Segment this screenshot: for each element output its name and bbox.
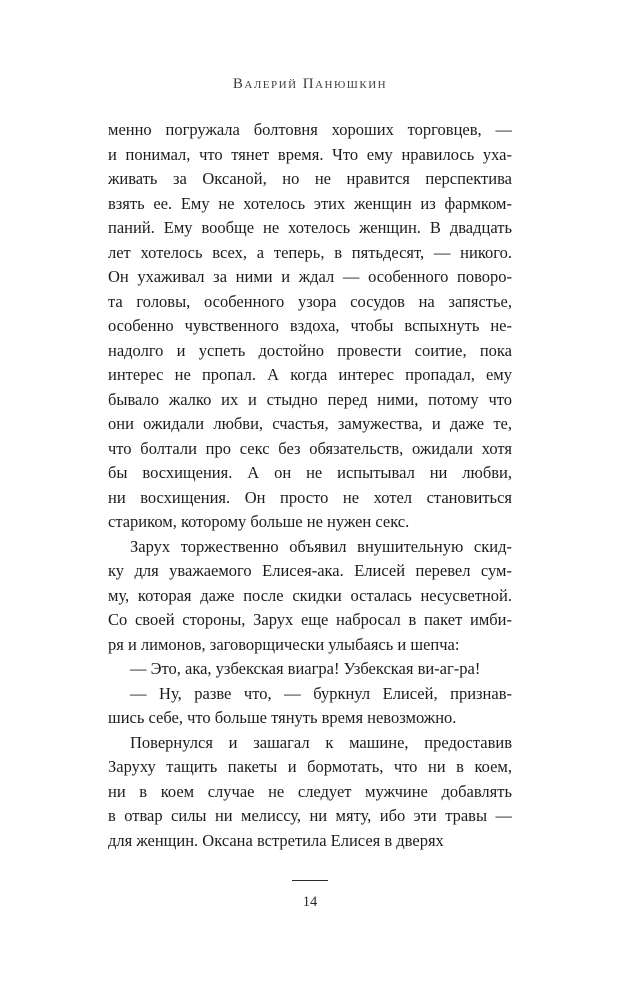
body-text-block	[108, 118, 512, 853]
text-line: для женщин. Оксана встретила Елисея в дверях	[108, 830, 444, 850]
text-line: взять ее. Ему не хотелось этих женщин из фармком-	[108, 193, 512, 213]
text-line: Заруху тащить пакеты и бормотать, что ни в коем,	[108, 757, 512, 776]
text-line: му, которая даже после скидки осталась несусветной.	[108, 585, 512, 605]
text-line: Он ухаживал за ними и ждал — особенного поворо-	[108, 267, 512, 286]
text-line: ря и лимонов, заговорщически улыбаясь и шепча:	[108, 634, 460, 654]
text-line: стариком, которому больше не нужен секс.	[108, 512, 410, 531]
text-line: шись себе, что больше тянуть время невозможно.	[108, 708, 457, 727]
text-line: особенно чувственного вздоха, чтобы вспыхнуть не-	[108, 316, 512, 335]
text-line: и понимал, что тянет время. Что ему нравилось уха-	[108, 144, 512, 164]
text-line: ни восхищения. Он просто не хотел становиться	[108, 487, 512, 507]
text-line: паний. Ему вообще не хотелось женщин. В двадцать	[108, 218, 512, 237]
text-line: ку для уважаемого Елисея-ака. Елисей перевел сум-	[108, 561, 512, 580]
text-line: Зарух торжественно объявил внушительную скид-	[130, 536, 512, 556]
page-number: 14	[302, 894, 318, 910]
text-line: в отвар силы ни мелиссу, ни мяту, ибо эти травы —	[108, 806, 512, 825]
text-line: менно погружала болтовня хороших торговцев, —	[108, 120, 512, 139]
text-line: живать за Оксаной, но не нравится перспектива	[108, 169, 512, 188]
running-header-author: Валерий Панюшкин	[232, 76, 388, 92]
footer-divider	[292, 880, 328, 881]
text-line: — Это, ака, узбекская виагра! Узбекская ви-аг-ра!	[130, 659, 481, 678]
text-line: — Ну, разве что, — буркнул Елисей, признав-	[130, 683, 512, 703]
text-line: ни в коем случае не следует мужчине добавлять	[108, 781, 512, 801]
text-line: Со своей стороны, Зарух еще набросал в пакет имби-	[108, 610, 512, 629]
text-line: бывало жалко их и стыдно перед ними, потому что	[108, 389, 512, 409]
text-line: лет хотелось всех, а теперь, в пятьдесят, — никого.	[108, 242, 512, 262]
text-line: они ожидали любви, счастья, замужества, и даже те,	[108, 414, 512, 433]
text-line: надолго и успеть достойно провести соитие, пока	[108, 340, 512, 360]
text-line: бы восхищения. А он не испытывал ни любви,	[108, 463, 512, 482]
text-line: интерес не пропал. А когда интерес пропадал, ему	[108, 365, 512, 384]
text-line: что болтали про секс без обязательств, ожидали хотя	[108, 438, 512, 458]
text-line: та головы, особенного узора сосудов на запястье,	[108, 291, 512, 311]
text-line: Повернулся и зашагал к машине, предоставив	[130, 732, 512, 752]
